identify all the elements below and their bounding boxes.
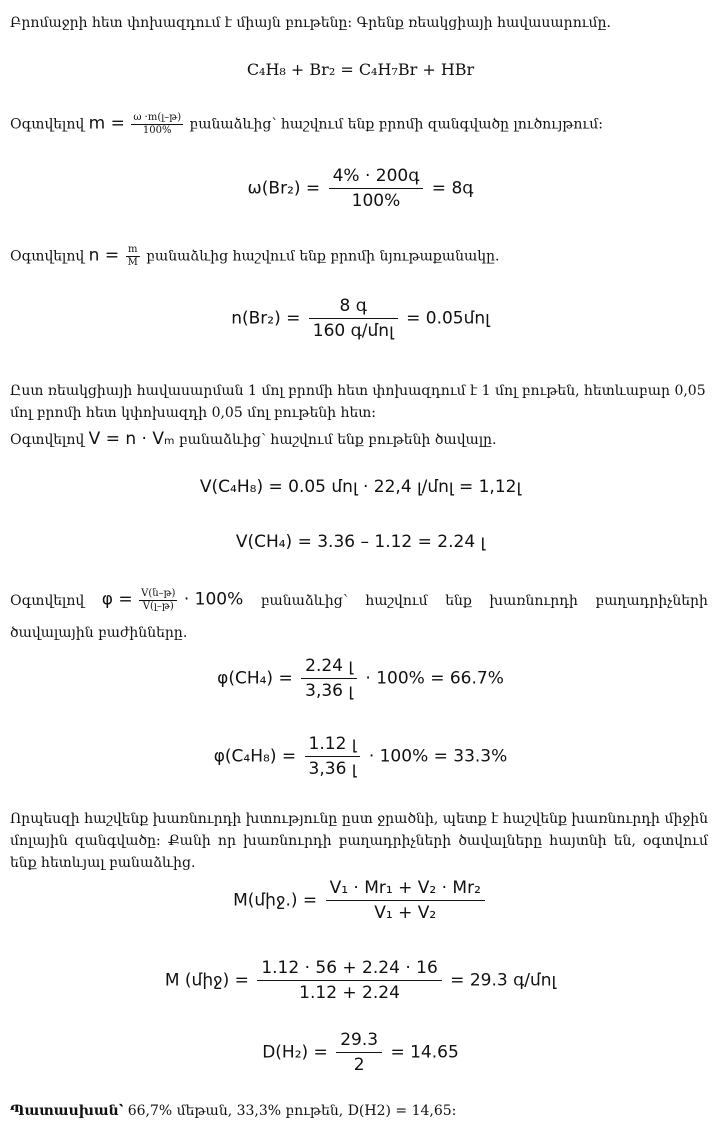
mean-molar-mass-fraction (257, 958, 441, 1003)
bromine-amount-fraction (309, 296, 398, 341)
bromine-amount-lhs: n(Br₂) = (231, 308, 301, 329)
answer-label: Պատասխան՝ (10, 1103, 124, 1119)
relative-density-lhs: D(H₂) = (262, 1042, 328, 1063)
bromine-amount-equation (0, 296, 721, 341)
fraction-formula (102, 588, 244, 613)
butene-fraction-numerator: 1.12 լ (305, 734, 361, 757)
amount-formula-lhs: n = (88, 245, 120, 266)
relative-density-fraction (336, 1030, 382, 1075)
mean-molar-mass-equation (0, 958, 721, 1003)
mass-formula-fraction (131, 112, 183, 137)
bromine-mass-denominator: 100% (351, 191, 401, 211)
amount-formula-fraction (126, 244, 140, 269)
amount-formula-outro: բանաձևից հաշվում ենք բրոմի նյութաքանակը. (146, 248, 500, 265)
fraction-formula-numerator: V(ն–թ) (141, 588, 176, 599)
fraction-formula-word-3: հաշվում (365, 592, 428, 609)
methane-fraction-lhs: φ(CH₄) = (217, 668, 293, 689)
mean-molar-mass-formula-fraction (326, 878, 485, 923)
butene-fraction-denominator: 3,36 լ (308, 759, 357, 779)
fraction-formula-text (10, 588, 708, 613)
volume-formula-intro: Օգտվելով (10, 432, 85, 448)
mean-molar-mass-lhs: M (միջ) = (164, 970, 249, 991)
reaction-equation: C₄H₈ + Br₂ = C₄H₇Br + HBr (246, 60, 475, 79)
bromine-mass-fraction (329, 166, 424, 211)
bromine-amount-denominator: 160 գ/մոլ (312, 321, 394, 341)
bromine-amount-result: = 0.05մոլ (406, 308, 490, 329)
mass-formula-denominator: 100% (142, 125, 172, 136)
amount-formula-numerator: m (126, 244, 140, 257)
volume-formula: V = n · Vₘ (88, 429, 175, 449)
fraction-formula-fraction (139, 588, 177, 613)
relative-density-equation (0, 1030, 721, 1075)
methane-volume-equation: V(CH₄) = 3.36 – 1.12 = 2.24 լ (235, 532, 486, 552)
mean-molar-mass-numerator: 1.12 · 56 + 2.24 · 16 (257, 958, 441, 981)
fraction-formula-word-6: բաղադրիչների (595, 592, 708, 609)
mass-formula-text (10, 112, 708, 137)
amount-formula-intro: Օգտվելով (10, 248, 85, 265)
fraction-formula-word-4: ենք (445, 592, 472, 609)
methane-fraction-result: · 100% = 66.7% (365, 668, 504, 689)
fraction-formula-rhs: · 100% (183, 589, 244, 610)
fraction-formula-lhs: φ = (101, 589, 133, 610)
fraction-formula-denominator: V(լ–թ) (142, 601, 174, 612)
volume-formula-outro: բանաձևից՝ հաշվում ենք բութենի ծավալը. (179, 432, 497, 448)
mass-formula-outro: բանաձևից՝ հաշվում ենք բրոմի զանգվածը լուծույթում: (189, 116, 604, 133)
methane-fraction-numerator: 2.24 լ (301, 656, 357, 679)
relative-density-denominator: 2 (353, 1055, 365, 1075)
mean-molar-mass-formula-numerator: V₁ · Mr₁ + V₂ · Mr₂ (326, 878, 485, 901)
mean-molar-mass-formula (0, 878, 721, 923)
mean-molar-mass-formula-lhs: M(միջ.) = (233, 890, 318, 911)
mass-formula-numerator: ω ·m(լ–թ) (133, 112, 182, 123)
bromine-mass-equation (0, 166, 721, 211)
mass-formula-intro: Օգտվելով (10, 116, 85, 133)
butene-fraction-lhs: φ(C₄H₈) = (213, 746, 297, 767)
methane-fraction-denominator: 3,36 լ (305, 681, 353, 701)
methane-fraction-equation (0, 656, 721, 701)
amount-formula-text (10, 244, 708, 269)
mass-formula-lhs: m = (88, 113, 125, 134)
bromine-mass-lhs: ω(Br₂) = (247, 178, 321, 199)
bromine-mass-numerator: 4% · 200գ (329, 166, 424, 189)
answer-line (10, 1100, 708, 1122)
stoichiometry-text: Ըստ ռեակցիայի հավասարման 1 մոլ բրոմի հետ փոխազդում է 1 մոլ բութեն, հետևաբար 0,05 մոլ բրոմի հետ կփոխազդի 0,05 մոլ բութենի հետ: (10, 383, 706, 421)
fraction-formula-word-1: Օգտվելով (10, 592, 85, 609)
relative-density-result: = 14.65 (390, 1042, 459, 1063)
methane-fraction-fraction (301, 656, 357, 701)
butene-fraction-fraction (305, 734, 361, 779)
fraction-formula-line-2: ծավալային բաժինները. (10, 625, 188, 641)
intro-text: Բրոմաջրի հետ փոխազդում է միայն բութենը: Գրենք ռեակցիայի հավասարումը. (10, 15, 611, 31)
molar-mass-text: Որպեսզի հաշվենք խառնուրդի խտությունը ըստ ջրածնի, պետք է հաշվենք խառնուրդի միջին մոլային զանգվածը: Քանի որ խառնուրդի բաղադրիչների ծավալները հայտնի են, օգտվում ենք հետևյալ բանաձևից. (10, 811, 708, 871)
butene-volume-equation: V(C₄H₈) = 0.05 մոլ · 22,4 լ/մոլ = 1,12լ (199, 477, 522, 497)
bromine-amount-numerator: 8 գ (309, 296, 398, 319)
volume-formula-text (10, 428, 708, 451)
mean-molar-mass-denominator: 1.12 + 2.24 (299, 983, 400, 1003)
butene-fraction-equation (0, 734, 721, 779)
fraction-formula-word-2: բանաձևից՝ (260, 592, 348, 609)
fraction-formula-word-5: խառնուրդի (489, 592, 578, 609)
bromine-mass-result: = 8գ (431, 178, 474, 199)
mean-molar-mass-result: = 29.3 գ/մոլ (450, 970, 557, 991)
butene-fraction-result: · 100% = 33.3% (368, 746, 508, 767)
answer-text: 66,7% մեթան, 33,3% բութեն, D(H2) = 14,65: (123, 1103, 457, 1119)
relative-density-numerator: 29.3 (336, 1030, 382, 1053)
mean-molar-mass-formula-denominator: V₁ + V₂ (374, 903, 437, 923)
amount-formula-denominator: M (127, 257, 138, 268)
